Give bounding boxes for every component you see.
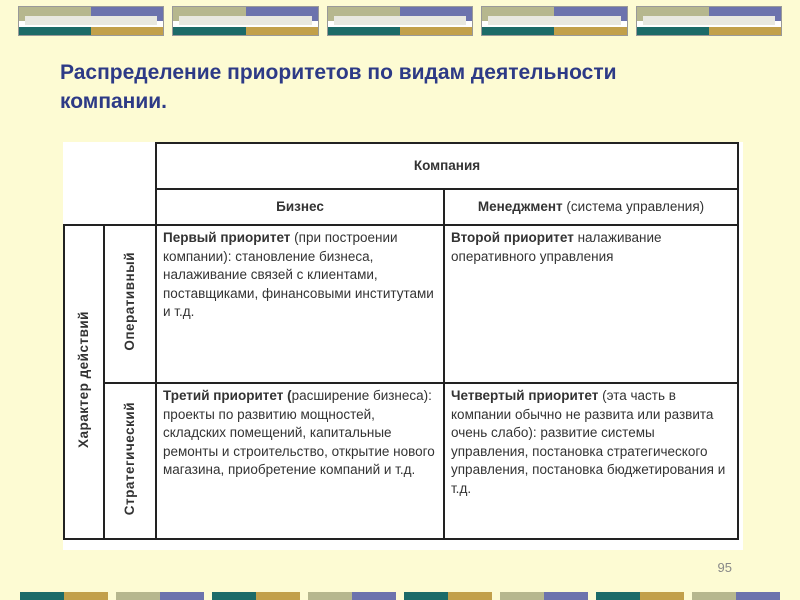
corner-empty — [64, 143, 156, 189]
management-header — [444, 189, 738, 225]
band-block — [172, 6, 318, 36]
business-header: Бизнес — [156, 189, 444, 225]
strategic-label: Стратегический — [121, 401, 137, 515]
bottom-decorative-band — [20, 592, 780, 600]
priority-table-container — [63, 142, 743, 550]
slide-title: Распределение приоритетов по видам деятельности компании. — [60, 61, 617, 113]
band-block — [481, 6, 627, 36]
fourth-priority-label: Четвертый приоритет — [451, 388, 599, 403]
strategic-business-cell — [156, 383, 444, 539]
first-priority-label: Первый приоритет — [163, 230, 291, 245]
page-number: 95 — [717, 560, 732, 575]
second-priority-text: налаживание оперативного управления — [451, 230, 662, 264]
top-decorative-band — [18, 6, 782, 36]
band-block — [327, 6, 473, 36]
management-header-rest: (система управления) — [562, 198, 705, 214]
fourth-priority-text: (эта часть в компании обычно не развита или развита очень слабо): развитие системы управления, постановка стратегического управления, постановка бюджетирования и т.д. — [451, 388, 726, 496]
second-priority-label: Второй приоритет — [451, 230, 574, 245]
operational-label-cell — [104, 225, 156, 383]
strategic-label-cell — [104, 383, 156, 539]
row-group-label: Характер действий — [75, 310, 91, 448]
operational-business-cell — [156, 225, 444, 383]
priority-table — [63, 142, 739, 540]
strategic-management-cell — [444, 383, 738, 539]
row-group-label-cell — [64, 225, 104, 539]
first-priority-text: (при построении компании): становление бизнеса, налаживание связей с клиентами, поставщиками, финансовыми институтами и т.д. — [163, 230, 434, 319]
management-header-bold: Менеджмент — [477, 198, 563, 214]
corner-empty — [64, 189, 156, 225]
third-priority-label: Третий приоритет ( — [163, 388, 292, 403]
operational-management-cell — [444, 225, 738, 383]
band-block — [636, 6, 782, 36]
company-header: Компания — [156, 143, 738, 189]
band-block — [18, 6, 164, 36]
third-priority-text: расширение бизнеса): проекты по развитию мощностей, складских помещений, капитальные ремонты и строительство, открытие нового магазина, приобретение компаний и т.д. — [163, 388, 435, 477]
operational-label: Оперативный — [121, 251, 137, 351]
